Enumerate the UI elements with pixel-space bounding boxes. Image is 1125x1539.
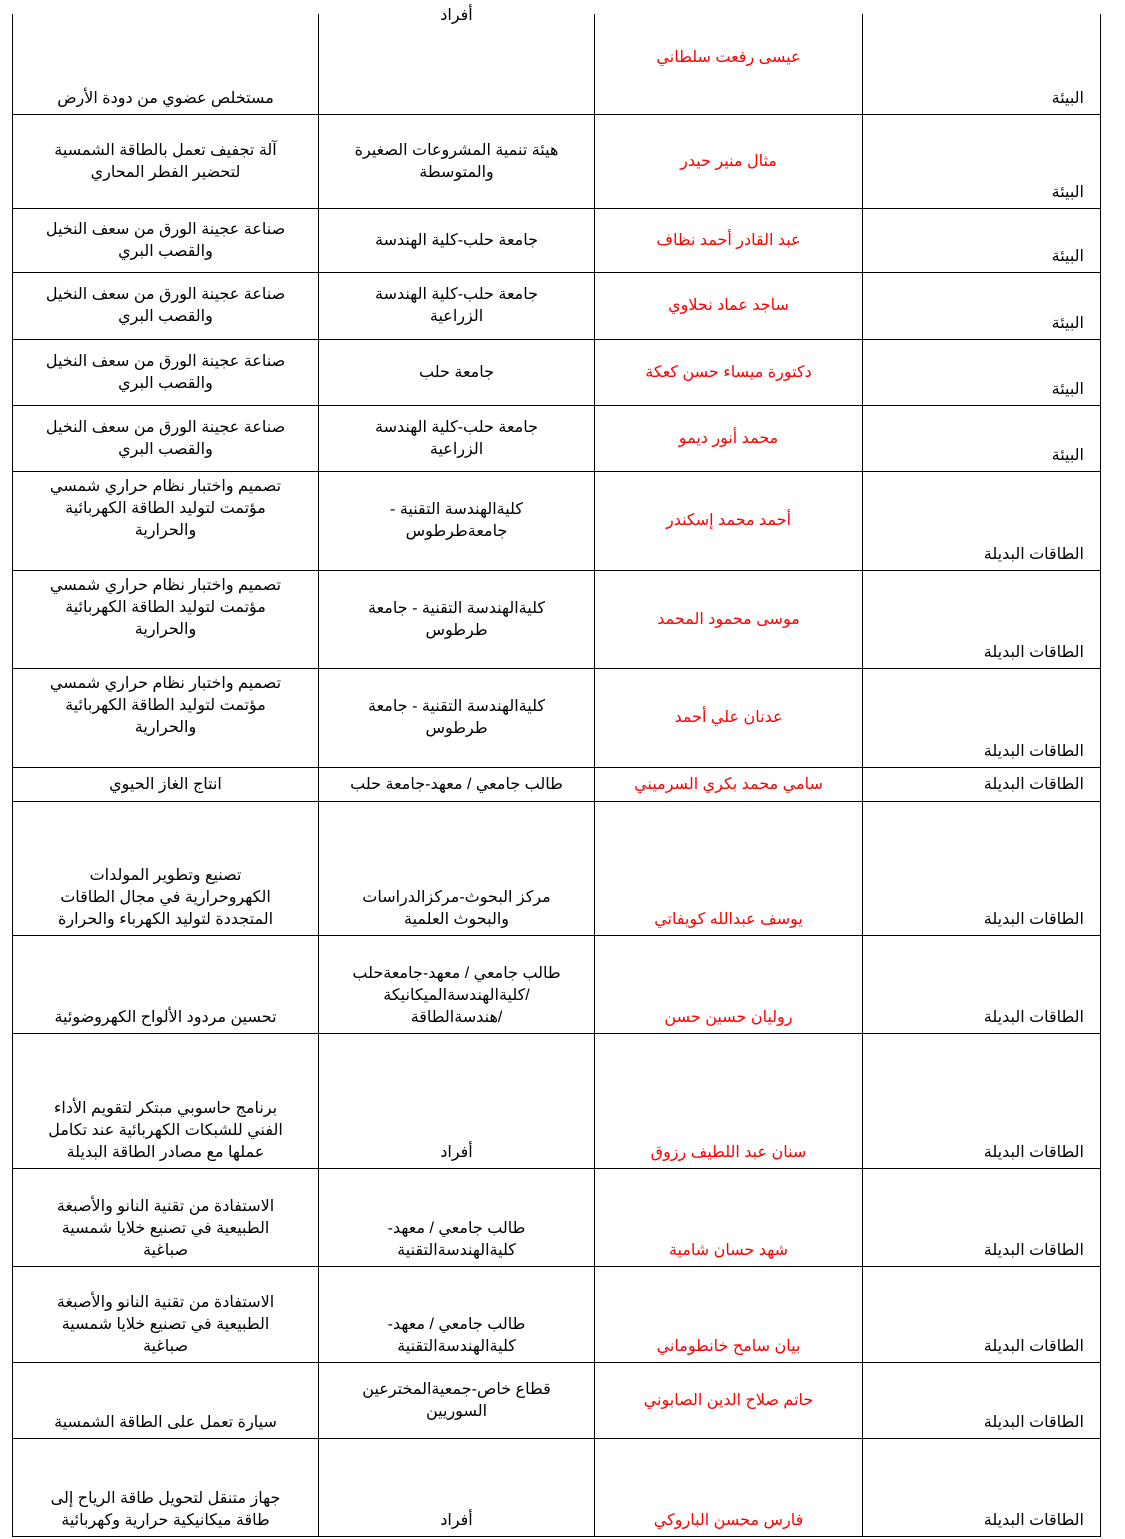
cell-name: موسى محمود المحمد — [657, 610, 800, 628]
table-row-divider — [12, 1033, 1101, 1034]
cell-org: جامعة حلب-كلية الهندسة — [375, 231, 538, 249]
cell-org: طالب جامعي / معهد-جامعةحلب /كليةالهندسةالميكانيكة /هندسةالطاقة — [352, 965, 561, 1026]
cell-org: كليةالهندسة التقنية - جامعة طرطوس — [368, 599, 545, 639]
cell-project: تصميم واختبار نظام حراري شمسي مؤتمت لتوليد الطاقة الكهربائية والحرارية — [49, 577, 282, 638]
cell-name: يوسف عبدالله كويفاتي — [654, 911, 803, 928]
cell-name: أحمد محمد إسكندر — [665, 512, 792, 529]
cell-org: أفراد — [440, 1512, 473, 1529]
cell-field: الطاقات البديلة — [983, 644, 1084, 661]
cell-field: البيئة — [1051, 248, 1084, 265]
cell-name: سامي محمد بكري السرميني — [634, 775, 823, 793]
cell-name: روليان حسين حسن — [664, 1009, 793, 1026]
cell-org: جامعة حلب-كلية الهندسة الزراعية — [375, 418, 538, 458]
cell-org: أفراد — [440, 7, 473, 24]
cell-project: الاستفادة من تقنية النانو والأصبغة الطبيعية في تصنيع خلايا شمسية صباغية — [56, 1198, 275, 1259]
cell-org: طالب جامعي / معهد- كليةالهندسةالتقنية — [387, 1220, 526, 1259]
table-row-divider — [12, 272, 1101, 273]
table-row-divider — [12, 801, 1101, 802]
table-column-divider — [862, 14, 863, 1536]
table-row-divider — [12, 1536, 1101, 1537]
cell-project: صناعة عجينة الورق من سعف النخيل والقصب البري — [45, 352, 286, 392]
cell-name: سنان عبد اللطيف رزوق — [650, 1144, 807, 1161]
table-row-divider — [12, 1168, 1101, 1169]
cell-project: الاستفادة من تقنية النانو والأصبغة الطبيعية في تصنيع خلايا شمسية صباغية — [56, 1294, 275, 1355]
cell-name: عيسى رفعت سلطاني — [656, 48, 801, 66]
cell-name: عبد القادر أحمد نظاف — [656, 231, 801, 249]
table-column-divider — [594, 14, 595, 1536]
cell-field: الطاقات البديلة — [983, 1242, 1084, 1259]
cell-name: ساجد عماد نحلاوي — [668, 297, 789, 314]
cell-project: انتاج الغاز الحيوي — [109, 775, 222, 793]
cell-name: محمد أنور ديمو — [678, 429, 779, 447]
cell-org: كليةالهندسة التقنية - جامعة طرطوس — [368, 698, 545, 737]
cell-org: طالب جامعي / معهد- كليةالهندسةالتقنية — [387, 1316, 526, 1355]
table-row-divider — [12, 339, 1101, 340]
cell-field: الطاقات البديلة — [983, 1338, 1084, 1355]
cell-field: البيئة — [1051, 447, 1084, 464]
cell-name: بيان سامح خانطوماني — [656, 1338, 801, 1355]
cell-org: أفراد — [440, 1144, 473, 1161]
cell-project: تصنيع وتطوير المولدات الكهروحرارية في مجال الطاقات المتجددة لتوليد الكهرباء والحرارة — [58, 867, 274, 928]
cell-field: الطاقات البديلة — [983, 546, 1084, 563]
cell-field: الطاقات البديلة — [983, 1009, 1084, 1026]
cell-org: جامعة حلب — [419, 363, 494, 381]
table-row-divider — [12, 1266, 1101, 1267]
cell-name: مثال منير حيدر — [680, 152, 777, 170]
table-row-divider — [12, 1362, 1101, 1363]
cell-field: الطاقات البديلة — [983, 1414, 1084, 1431]
table-column-divider — [318, 14, 319, 1536]
cell-project: صناعة عجينة الورق من سعف النخيل والقصب البري — [45, 418, 286, 458]
cell-project: برنامج حاسوبي مبتكر لتقويم الأداء الفني للشبكات الكهربائية عند تكامل عملها مع مصادر الطاقة البديلة — [48, 1100, 283, 1161]
table-row-divider — [12, 1438, 1101, 1439]
cell-field: البيئة — [1051, 184, 1084, 201]
cell-project: تصميم واختبار نظام حراري شمسي مؤتمت لتوليد الطاقة الكهربائية والحرارية — [49, 478, 282, 539]
table-column-divider — [1100, 14, 1101, 1536]
table-row-divider — [12, 405, 1101, 406]
cell-name: حاتم صلاح الدين الصابوني — [643, 1391, 814, 1409]
cell-org: هيئة تنمية المشروعات الصغيرة والمتوسطة — [354, 141, 559, 181]
table-row-divider — [12, 471, 1101, 472]
cell-project: صناعة عجينة الورق من سعف النخيل والقصب البري — [45, 286, 286, 325]
table-row-divider — [12, 114, 1101, 115]
cell-project: مستخلص عضوي من دودة الأرض — [57, 90, 274, 107]
table-row-divider — [12, 668, 1101, 669]
cell-name: عدنان علي أحمد — [674, 709, 783, 726]
cell-field: الطاقات البديلة — [983, 1144, 1084, 1161]
cell-field: الطاقات البديلة — [983, 743, 1084, 760]
cell-field: الطاقات البديلة — [983, 775, 1084, 793]
cell-field: الطاقات البديلة — [983, 1512, 1084, 1529]
cell-name: فارس محسن الباروكي — [653, 1512, 804, 1529]
cell-org: جامعة حلب-كلية الهندسة الزراعية — [375, 286, 538, 325]
cell-project: سيارة تعمل على الطاقة الشمسية — [54, 1414, 277, 1431]
table-row-divider — [12, 570, 1101, 571]
cell-field: البيئة — [1051, 315, 1084, 332]
table-row-divider — [12, 208, 1101, 209]
cell-org: كليةالهندسة التقنية - جامعةطرطوس — [390, 501, 523, 540]
cell-project: آلة تجفيف تعمل بالطاقة الشمسية لتحضير الفطر المحاري — [54, 141, 277, 181]
cell-name: شهد حسان شامية — [668, 1242, 789, 1259]
cell-project: صناعة عجينة الورق من سعف النخيل والقصب البري — [45, 220, 286, 260]
cell-field: البيئة — [1051, 90, 1084, 107]
table-row-divider — [12, 935, 1101, 936]
cell-project: تصميم واختبار نظام حراري شمسي مؤتمت لتوليد الطاقة الكهربائية والحرارية — [49, 675, 282, 736]
table-column-divider — [12, 14, 13, 1536]
cell-field: البيئة — [1051, 381, 1084, 398]
cell-field: الطاقات البديلة — [983, 911, 1084, 928]
cell-name: دكتورة ميساء حسن كعكة — [645, 363, 812, 381]
cell-org: طالب جامعي / معهد-جامعة حلب — [350, 775, 563, 793]
cell-org: مركز البحوث-مركزالدراسات والبحوث العلمية — [362, 889, 551, 928]
cell-project: تحسين مردود الألواح الكهروضوئية — [54, 1009, 277, 1026]
cell-project: جهاز متنقل لتحويل طاقة الرياح إلى طاقة ميكانيكية حرارية وكهربائية — [50, 1490, 281, 1529]
cell-org: قطاع خاص-جمعيةالمخترعين السوريين — [362, 1380, 551, 1420]
table-row-divider — [12, 767, 1101, 768]
